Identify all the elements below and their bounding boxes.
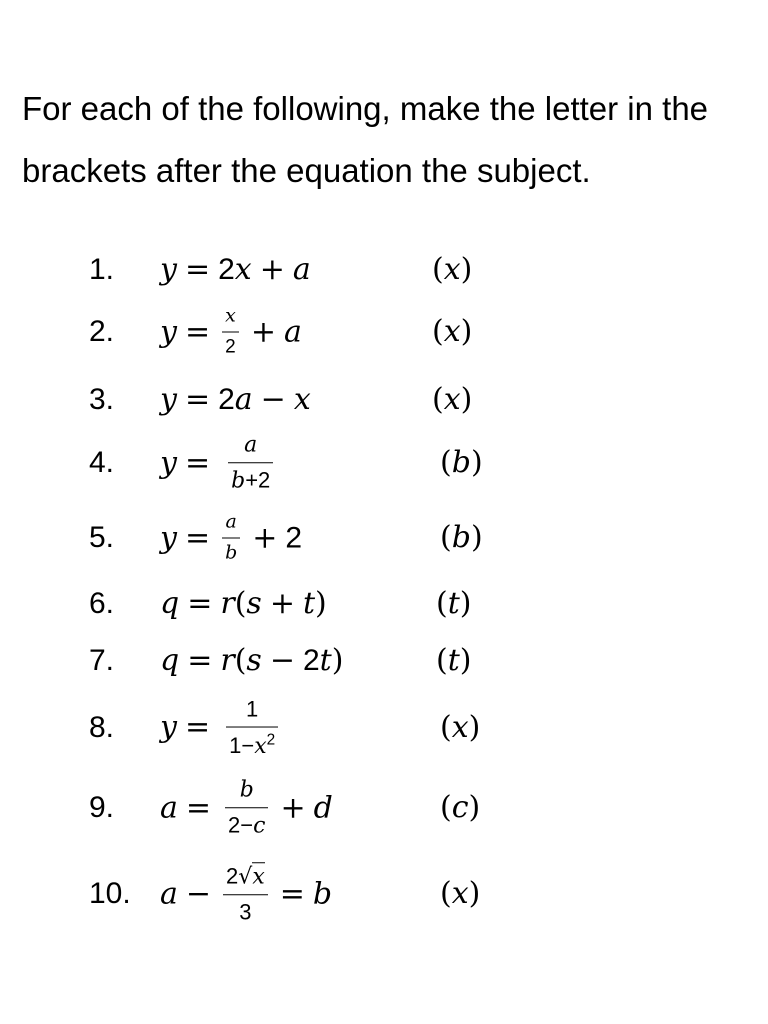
eq-variable: s <box>246 586 262 621</box>
fraction <box>222 511 240 566</box>
item-number: 2. <box>89 315 115 348</box>
numerator: a <box>225 510 237 533</box>
exercise-item <box>0 698 768 758</box>
eq-lhs: y <box>160 314 177 349</box>
fraction <box>222 305 239 360</box>
eq-lhs: a <box>160 790 178 825</box>
eq-lhs: y <box>160 382 177 417</box>
numerator: 1 <box>246 696 259 722</box>
equation <box>160 643 344 678</box>
exercise-item <box>0 508 768 568</box>
eq-lhs: q <box>160 643 180 678</box>
eq-plus: + <box>250 314 276 349</box>
denominator: b+2 <box>231 467 271 494</box>
eq-equals: = <box>184 520 211 555</box>
eq-paren-close: ) <box>331 643 344 678</box>
sqrt-radicand: x <box>252 864 265 890</box>
eq-constant: 2 <box>285 521 303 554</box>
item-number: 10. <box>89 877 131 910</box>
eq-equals: = <box>187 586 213 621</box>
item-number: 1. <box>89 253 115 286</box>
eq-variable: a <box>283 314 302 349</box>
eq-equals: = <box>185 790 212 825</box>
eq-paren-open: ( <box>234 643 247 678</box>
exercise-item <box>0 864 768 924</box>
subject-letter: (b) <box>440 520 483 555</box>
equation <box>160 305 302 360</box>
equation <box>160 862 332 926</box>
numerator: b <box>239 777 254 803</box>
instructions-text: For each of the following, make the letter in the brackets after the equation the subject. <box>22 90 709 189</box>
exercise-item <box>0 240 768 300</box>
eq-variable: x <box>234 252 252 287</box>
eq-variable: s <box>246 643 262 678</box>
eq-plus: + <box>252 520 278 555</box>
equation <box>160 696 282 761</box>
eq-plus: + <box>269 586 295 621</box>
subject-letter: (t) <box>436 643 472 678</box>
equation <box>160 776 333 840</box>
eq-paren-open: ( <box>234 586 247 621</box>
eq-variable: a <box>234 382 253 417</box>
eq-lhs: y <box>160 252 177 287</box>
item-number: 8. <box>89 711 115 744</box>
numerator: x <box>225 304 236 327</box>
fraction <box>223 862 268 926</box>
subject-letter: (x) <box>432 252 473 287</box>
item-number: 4. <box>89 446 115 479</box>
eq-equals: = <box>184 252 211 287</box>
exercise-item <box>0 370 768 430</box>
exercise-item <box>0 302 768 362</box>
eq-variable: x <box>293 382 311 417</box>
fraction-bar <box>226 726 278 728</box>
numerator: 2√x <box>226 863 265 890</box>
eq-lhs: y <box>160 445 177 480</box>
eq-minus: − <box>185 876 212 911</box>
sqrt-symbol: √ <box>238 864 253 890</box>
denominator: 2−c <box>228 812 266 839</box>
item-number: 9. <box>89 791 115 824</box>
subject-letter: (x) <box>440 710 481 745</box>
eq-coefficient: 2 <box>302 644 320 677</box>
equation <box>160 252 311 287</box>
eq-coefficient: 2 <box>218 253 235 286</box>
eq-variable: t <box>302 586 316 621</box>
eq-paren-close: ) <box>315 586 327 621</box>
eq-equals: = <box>184 382 211 417</box>
item-number: 3. <box>89 383 115 416</box>
eq-lhs: q <box>160 586 180 621</box>
subject-letter: (c) <box>440 790 481 825</box>
eq-equals: = <box>187 643 213 678</box>
subject-letter: (t) <box>436 586 472 621</box>
fraction <box>228 431 273 495</box>
eq-minus: − <box>260 382 286 417</box>
eq-variable: t <box>319 643 332 678</box>
eq-equals: = <box>184 314 211 349</box>
fraction <box>226 696 278 761</box>
equation <box>160 382 311 417</box>
eq-variable: d <box>313 790 333 825</box>
exercise-item <box>0 433 768 493</box>
eq-equals: = <box>184 445 211 480</box>
eq-equals: = <box>279 876 305 911</box>
fraction-bar <box>225 807 268 809</box>
fraction-bar <box>222 331 239 333</box>
denominator: b <box>225 541 238 564</box>
denominator: $1-x^2$ <box>229 731 276 759</box>
denominator: 3 <box>239 899 252 925</box>
eq-minus: − <box>269 643 295 678</box>
eq-variable: r <box>220 643 235 678</box>
fraction-bar <box>222 537 240 539</box>
subject-letter: (x) <box>432 382 473 417</box>
eq-plus: + <box>259 252 285 287</box>
subject-letter: (x) <box>440 876 481 911</box>
eq-lhs: a <box>160 876 178 911</box>
eq-variable: r <box>220 586 235 621</box>
equation <box>160 511 302 566</box>
eq-lhs: y <box>160 520 177 555</box>
equation <box>160 431 277 495</box>
exercise-item <box>0 778 768 838</box>
fraction-bar <box>223 894 268 896</box>
eq-variable: b <box>312 876 333 911</box>
item-number: 5. <box>89 521 115 554</box>
equation <box>160 586 327 621</box>
item-number: 6. <box>89 587 115 620</box>
eq-lhs: y <box>160 710 177 745</box>
exercise-item <box>0 574 768 634</box>
fraction-bar <box>228 462 273 464</box>
subject-letter: (b) <box>440 445 483 480</box>
item-number: 7. <box>89 644 115 677</box>
exercise-item <box>0 631 768 691</box>
denominator: 2 <box>225 336 236 358</box>
eq-plus: + <box>280 790 306 825</box>
eq-equals: = <box>184 710 211 745</box>
fraction <box>225 776 268 840</box>
eq-coefficient: 2 <box>218 383 235 416</box>
subject-letter: (x) <box>432 314 473 349</box>
numerator: a <box>244 432 258 458</box>
eq-variable: a <box>292 252 311 287</box>
